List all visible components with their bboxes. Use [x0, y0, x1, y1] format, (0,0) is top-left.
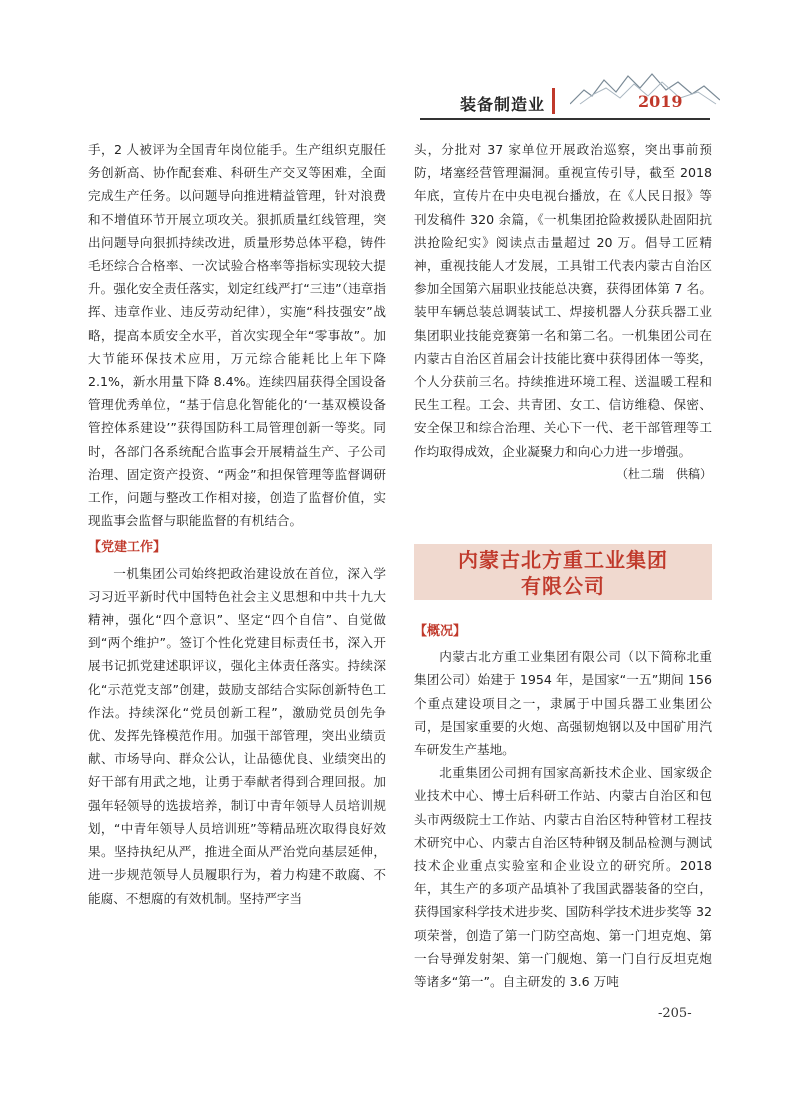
- right-column-top: [414, 138, 712, 486]
- left-column: [88, 138, 386, 910]
- right-paragraph-3: 北重集团公司拥有国家高新技术企业、国家级企业技术中心、博士后科研工作站、内蒙古自治区和包头市两级院士工作站、内蒙古自治区特种管材工程技术研究中心、内蒙古自治区特种钢及制品检测与测试技术企业重点实验室和企业设立的研究所。2018 年，其生产的多项产品填补了我国武器装备的空白，获得国家科学技术进步奖、国防科学技术进步奖等 32 项荣誉，创造了第一门防空高炮、第一门坦克炮、第一台导弹发射架、第一门舰炮、第一门自行反坦克炮等诸多“第一”。自主研发的 3.6 万吨: [414, 765, 712, 990]
- year-label: 2019: [638, 92, 683, 111]
- author-credit: （杜二瑞 供稿）: [615, 466, 712, 481]
- header-rule: [420, 118, 710, 120]
- section-title: 装备制造业: [460, 95, 546, 114]
- org-title-box: [414, 544, 712, 600]
- header-divider: [552, 88, 555, 114]
- org-title-line-2: 有限公司: [521, 574, 605, 598]
- right-paragraph-1: 头，分批对 37 家单位开展政治巡察，突出事前预防，堵塞经营管理漏洞。重视宣传引导，截至 2018 年底，宣传片在中央电视台播放，在《人民日报》等刊发稿件 320 余篇，《一机集团抢险救援队赴固阳抗洪抢险纪实》阅读点击量超过 20 万。倡导工匠精神，重视技能人才发展，工具钳工代表内蒙古自治区参加全国第六届职业技能总决赛，获得团体第 7 名。装甲车辆总装总调装试工、焊接机器人分获兵器工业集团职业技能竞赛第一名和第二名。一机集团公司在内蒙古自治区首届会计技能比赛中获得团体一等奖，个人分获前三名。持续推进环境工程、送温暖工程和民生工程。工会、共青团、女工、信访维稳、保密、安全保卫和综合治理、关心下一代、老干部管理等工作均取得成效，企业凝聚力和向心力进一步增强。: [414, 142, 712, 459]
- org-title-line-1: 内蒙古北方重工业集团: [458, 548, 668, 572]
- left-paragraph-2: 一机集团公司始终把政治建设放在首位，深入学习习近平新时代中国特色社会主义思想和中共十九大精神，强化“四个意识”、坚定“四个自信”、自觉做到“两个维护”。签订个性化党建目标责任书，深入开展书记抓党建述职评议，强化主体责任落实。持续深化“示范党支部”创建，鼓励支部结合实际创新特色工作法。持续深化“党员创新工程”，激励党员创先争优、发挥先锋模范作用。加强干部管理，突出业绩贡献、市场导向、群众公认，让品德优良、业绩突出的好干部有用武之地，让勇于奉献者得到合理回报。加强年轻领导的选拔培养，制订中青年领导人员培训规划，“中青年领导人员培训班”等精品班次取得良好效果。坚持执纪从严，推进全面从严治党向基层延伸，进一步规范领导人员履职行为，着力构建不敢腐、不能腐、不想腐的有效机制。坚持严字当: [88, 565, 386, 906]
- right-paragraph-2: 内蒙古北方重工业集团有限公司（以下简称北重集团公司）始建于 1954 年，是国家“一五”期间 156 个重点建设项目之一，隶属于中国兵器工业集团公司，是国家重要的火炮、高强韧炮钢以及中国矿用汽车研发生产基地。: [414, 649, 712, 758]
- left-paragraph-1: 手，2 人被评为全国青年岗位能手。生产组织克服任务创新高、协作配套难、科研生产交叉等困难，全面完成生产任务。以问题导向推进精益管理，针对浪费和不增值环节开展立项攻关。狠抓质量红线管理，突出问题导向狠抓持续改进，质量形势总体平稳，铸件毛坯综合合格率、一次试验合格率等指标实现较大提升。强化安全责任落实，划定红线严打“三违”（违章指挥、违章作业、违反劳动纪律），实施“科技强安”战略，提高本质安全水平，首次实现全年“零事故”。加大节能环保技术应用，万元综合能耗比上年下降 2.1%，新水用量下降 8.4%。连续四届获得全国设备管理优秀单位，“基于信息化智能化的‘一基双模设备管控体系建设’”获得国防科工局管理创新一等奖。同时，各部门各系统配合监事会开展精益生产、子公司治理、固定资产投资、“两金”和担保管理等监督调研工作，问题与整改工作相对接，创造了监督价值，实现监事会监督与职能监督的有机结合。: [88, 142, 386, 529]
- page-header: [420, 70, 720, 120]
- right-column-bottom: [414, 616, 712, 993]
- overview-heading: 【概况】: [414, 624, 467, 639]
- party-building-heading: 【党建工作】: [88, 540, 167, 556]
- page-number: -205-: [658, 1006, 692, 1021]
